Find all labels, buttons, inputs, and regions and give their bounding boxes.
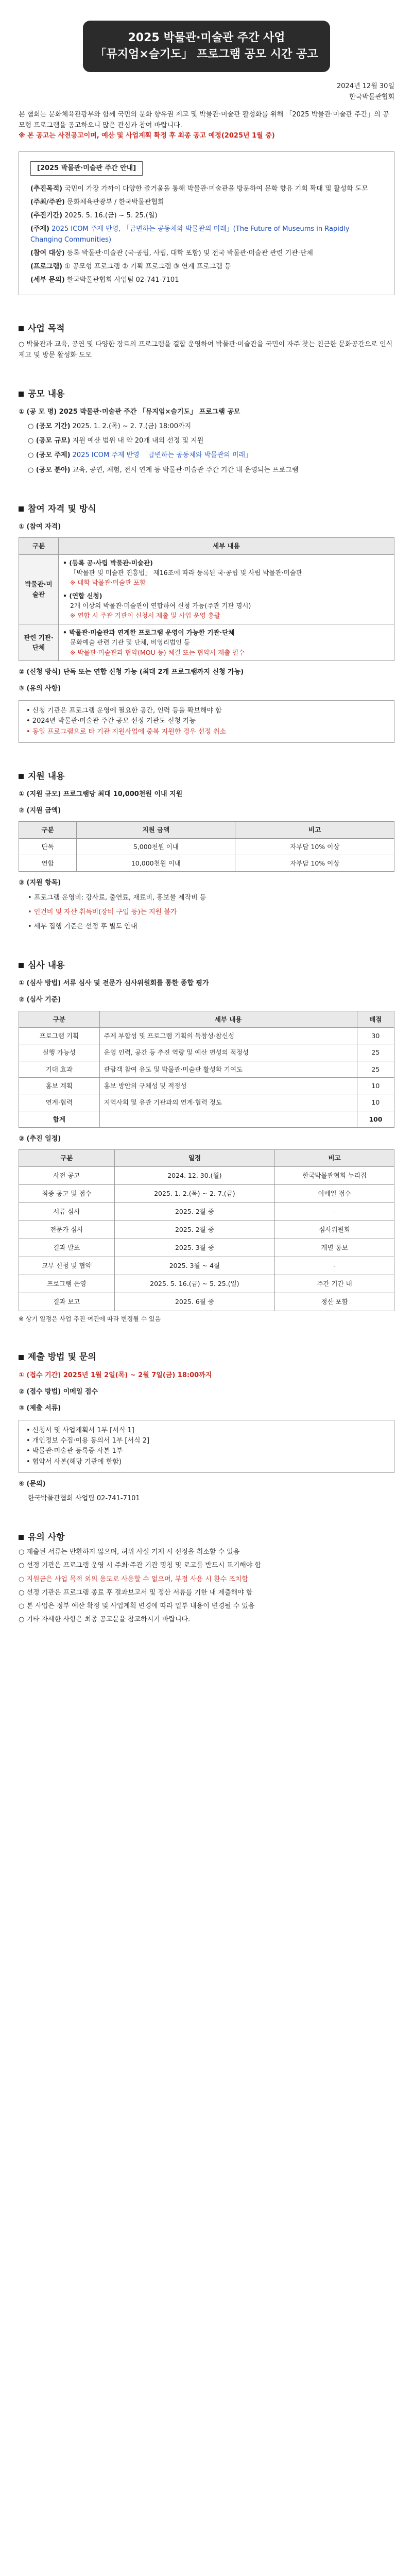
subheading: ③ (지원 항목) bbox=[19, 879, 61, 887]
list-item: • 프로그램 운영비: 강사료, 출연료, 재료비, 홍보물 제작비 등 bbox=[28, 893, 206, 902]
table-cell: 운영 인력, 공간 등 추진 역량 및 예산 편성의 적정성 bbox=[99, 1044, 357, 1061]
table-header: 구분 bbox=[19, 538, 59, 554]
table-cell: 주제 부합성 및 프로그램 기획의 독창성·참신성 bbox=[99, 1027, 357, 1044]
group-item: ※ 대학 박물관·미술관 포함 bbox=[70, 579, 146, 587]
table-row bbox=[19, 554, 394, 624]
table-header-row bbox=[19, 822, 394, 838]
overview-key: (주제) bbox=[30, 225, 49, 233]
documents-box bbox=[19, 1420, 394, 1473]
caution-item: ○ 본 사업은 정부 예산 확정 및 사업계획 변경에 따라 일부 내용이 변경될 수 있음 bbox=[19, 1602, 255, 1610]
table-cell: 최종 공고 및 접수 bbox=[19, 1184, 115, 1202]
overview-tag: [2025 박물관·미술관 주간 안내] bbox=[30, 161, 143, 176]
table-row bbox=[19, 1061, 394, 1077]
item-key: ○ (공모 기간) bbox=[28, 422, 71, 431]
table-row bbox=[19, 1184, 394, 1202]
table-cell: - bbox=[275, 1202, 394, 1221]
note-line: • 2024년 박물관·미술관 주간 공모 선정 기관도 신청 가능 bbox=[26, 717, 196, 725]
table-header: 일정 bbox=[114, 1150, 275, 1166]
doc-line: • 개인정보 수집·이용 동의서 1부 [서식 2] bbox=[26, 1437, 150, 1445]
table-row bbox=[19, 1202, 394, 1221]
table-header: 세부 내용 bbox=[99, 1011, 357, 1027]
table-cell: 5,000천원 이내 bbox=[77, 838, 235, 855]
subheading: ① (참여 자격) bbox=[19, 523, 61, 531]
table-row bbox=[19, 1027, 394, 1044]
overview-key: (참여 대상) bbox=[30, 249, 65, 257]
list-item bbox=[19, 450, 394, 461]
table-cell: 연합 bbox=[19, 855, 77, 872]
table-row bbox=[19, 1044, 394, 1061]
table-row bbox=[19, 624, 394, 660]
subheading: ③ (추진 일정) bbox=[19, 1135, 61, 1143]
section-heading: 지원 내용 bbox=[19, 770, 394, 783]
subheading: ① (심사 방법) 서류 심사 및 전문가 심사위원회를 통한 종합 평가 bbox=[19, 979, 209, 988]
table-row bbox=[19, 1166, 394, 1184]
schedule-table bbox=[19, 1149, 394, 1311]
subheading: ② (심사 기준) bbox=[19, 996, 61, 1004]
subheading: ① (공 모 명) 2025 박물관·미술관 주간 「뮤지엄×슬기도」 프로그램 공모 bbox=[19, 408, 240, 416]
table-cell: 기대 효과 bbox=[19, 1061, 100, 1077]
item-key: ○ (공모 규모) bbox=[28, 437, 71, 445]
overview-value: 등록 박물관·미술관 (국·공립, 사립, 대학 포함) 및 전국 박물관·미술관 관련 기관·단체 bbox=[66, 249, 313, 257]
table-row bbox=[19, 838, 394, 855]
table-header: 비고 bbox=[235, 822, 394, 838]
overview-key: (주최/주관) bbox=[30, 198, 65, 207]
table-cell: 합계 bbox=[19, 1111, 100, 1127]
table-cell: 10 bbox=[357, 1078, 394, 1094]
table-cell: 지역사회 및 유관 기관과의 연계·협력 정도 bbox=[99, 1094, 357, 1111]
qualification-table bbox=[19, 537, 394, 661]
table-cell bbox=[99, 1111, 357, 1127]
intro bbox=[19, 110, 394, 141]
subheading: ② (신청 방식) 단독 또는 연합 신청 가능 (최대 2개 프로그램까지 신청 가능) bbox=[19, 668, 244, 676]
overview-row bbox=[30, 248, 383, 259]
section-heading: 공모 내용 bbox=[19, 387, 394, 401]
table-header: 지원 금액 bbox=[77, 822, 235, 838]
table-row bbox=[19, 1257, 394, 1275]
overview-value: 2025. 5. 16.(금) ~ 5. 25.(일) bbox=[64, 212, 158, 220]
table-cell: 10 bbox=[357, 1094, 394, 1111]
table-cell: 2025. 2월 중 bbox=[114, 1202, 275, 1221]
doc-line: • 신청서 및 사업계획서 1부 [서식 1] bbox=[26, 1427, 134, 1435]
group-item: ※ 연합 시 주관 기관이 신청서 제출 및 사업 운영 총괄 bbox=[70, 612, 220, 620]
table-header-row bbox=[19, 538, 394, 554]
section-heading: 사업 목적 bbox=[19, 322, 394, 335]
subheading: ② (지원 금액) bbox=[19, 807, 61, 815]
subheading: ③ (유의 사항) bbox=[19, 685, 61, 693]
table-cell: 심사위원회 bbox=[275, 1221, 394, 1239]
table-cell bbox=[59, 554, 394, 624]
table-row bbox=[19, 1239, 394, 1257]
subheading: ① (지원 규모) 프로그램당 최대 10,000천원 이내 지원 bbox=[19, 790, 183, 799]
subheading: ② (접수 방법) 이메일 접수 bbox=[19, 1387, 98, 1396]
overview-box bbox=[19, 151, 394, 295]
notice-title bbox=[83, 21, 330, 72]
item-key: ○ (공모 분야) bbox=[28, 466, 71, 474]
table-header: 세부 내용 bbox=[59, 538, 394, 554]
intro-text: 본 협회는 문화체육관광부와 함께 국민의 문화 향유권 제고 및 박물관·미술관 활성화를 위해 「2025 박물관·미술관 주간」의 공모형 프로그램을 공고하오니 많은 관심과 참여 바랍니다. bbox=[19, 111, 389, 129]
table-cell: 자부담 10% 이상 bbox=[235, 855, 394, 872]
table-header: 배점 bbox=[357, 1011, 394, 1027]
caution-item: ○ 선정 기관은 프로그램 운영 시 주최·주관 기관 명칭 및 로고를 반드시 표기해야 함 bbox=[19, 1562, 262, 1570]
table-header-row bbox=[19, 1011, 394, 1027]
criteria-table bbox=[19, 1011, 394, 1128]
doc-line: • 박물관·미술관 등록증 사본 1부 bbox=[26, 1447, 123, 1455]
table-cell: 25 bbox=[357, 1061, 394, 1077]
table-cell: 개별 통보 bbox=[275, 1239, 394, 1257]
table-cell: 한국박물관협회 누리집 bbox=[275, 1166, 394, 1184]
table-cell: 2025. 3월 ~ 4월 bbox=[114, 1257, 275, 1275]
item-value: 교육, 공연, 체험, 전시 연계 등 박물관·미술관 주간 기간 내 운영되는 프로그램 bbox=[72, 466, 299, 474]
schedule-note: ※ 상기 일정은 사업 추진 여건에 따라 변경될 수 있음 bbox=[19, 1315, 161, 1323]
list-item bbox=[19, 436, 394, 446]
table-cell: - bbox=[275, 1257, 394, 1275]
overview-key: (추진목적) bbox=[30, 184, 63, 193]
table-row bbox=[19, 855, 394, 872]
list-item: • 세부 집행 기준은 선정 후 별도 안내 bbox=[28, 922, 137, 930]
table-cell: 정산 포함 bbox=[275, 1293, 394, 1311]
table-cell: 박물관·미술관 bbox=[19, 554, 59, 624]
table-header-row bbox=[19, 1150, 394, 1166]
overview-row bbox=[30, 224, 383, 245]
note-line: • 신청 기관은 프로그램 운영에 필요한 공간, 인력 등을 확보해야 함 bbox=[26, 707, 222, 715]
group-head: • (연합 신청) bbox=[63, 591, 102, 600]
table-cell: 2025. 3월 중 bbox=[114, 1239, 275, 1257]
group-head: • 박물관·미술관과 연계한 프로그램 운영이 가능한 기관·단체 bbox=[63, 628, 235, 636]
funding-table bbox=[19, 821, 394, 872]
notice-date: 2024년 12월 30일 bbox=[336, 82, 394, 90]
contact-line: 한국박물관협회 사업팀 02-741-7101 bbox=[28, 1494, 140, 1502]
group-item: 2개 이상의 박물관·미술관이 연합하여 신청 가능(주관 기관 명시) bbox=[70, 602, 251, 610]
table-header: 구분 bbox=[19, 822, 77, 838]
caution-item: ○ 제출된 서류는 반환하지 않으며, 허위 사실 기재 시 선정을 취소할 수 있음 bbox=[19, 1548, 240, 1556]
section-text: ○ 박물관과 교육, 공연 및 다양한 장르의 프로그램을 결합 운영하여 박물관·미술관을 국민이 자주 찾는 친근한 문화공간으로 인식 제고 및 방문 활성화 도모 bbox=[19, 341, 393, 359]
subheading: ① (접수 기간) 2025년 1월 2일(목) ~ 2월 7일(금) 18:00까지 bbox=[19, 1371, 212, 1379]
overview-value: 2025 ICOM 주제 반영, 「급변하는 공동체와 박물관의 미래」(The Future of Museums in Rapidly Changing Communities) bbox=[30, 225, 350, 244]
section-heading: 심사 내용 bbox=[19, 959, 394, 972]
overview-key: (프로그램) bbox=[30, 262, 63, 270]
overview-row bbox=[30, 197, 383, 208]
subheading: ④ (문의) bbox=[19, 1480, 46, 1488]
table-row bbox=[19, 1275, 394, 1293]
table-cell: 25 bbox=[357, 1044, 394, 1061]
table-cell: 2024. 12. 30.(월) bbox=[114, 1166, 275, 1184]
group-head: • (등록 공·사립 박물관·미술관) bbox=[63, 558, 153, 567]
doc-line: • 협약서 사본(해당 기관에 한함) bbox=[26, 1458, 122, 1466]
table-cell: 10,000천원 이내 bbox=[77, 855, 235, 872]
table-cell: 2025. 5. 16.(금) ~ 5. 25.(일) bbox=[114, 1275, 275, 1293]
item-value: 지원 예산 범위 내 약 20개 내외 선정 및 지원 bbox=[72, 437, 204, 445]
table-row bbox=[19, 1094, 394, 1111]
table-cell: 교부 신청 및 협약 bbox=[19, 1257, 115, 1275]
caution-item: ○ 기타 자세한 사항은 최종 공고문을 참고하시기 바랍니다. bbox=[19, 1616, 191, 1623]
table-cell: 실행 가능성 bbox=[19, 1044, 100, 1061]
table-cell bbox=[59, 624, 394, 660]
table-cell: 홍보 계획 bbox=[19, 1078, 100, 1094]
table-row bbox=[19, 1111, 394, 1127]
table-cell: 결과 발표 bbox=[19, 1239, 115, 1257]
table-cell: 2025. 6월 중 bbox=[114, 1293, 275, 1311]
item-value: 2025. 1. 2.(목) ~ 2. 7.(금) 18:00까지 bbox=[72, 422, 192, 431]
table-cell: 서류 심사 bbox=[19, 1202, 115, 1221]
group-item: 「박물관 및 미술관 진흥법」 제16조에 따라 등록된 국·공립 및 사립 박물관·미술관 bbox=[70, 568, 302, 577]
notice-meta bbox=[19, 81, 394, 103]
table-cell: 100 bbox=[357, 1111, 394, 1127]
item-key: ○ (공모 주제) bbox=[28, 451, 71, 460]
overview-row bbox=[30, 211, 383, 221]
group-item: ※ 박물관·미술관과 협약(MOU 등) 체결 또는 협약서 제출 필수 bbox=[70, 648, 245, 656]
table-header: 구분 bbox=[19, 1150, 115, 1166]
section-heading: 제출 방법 및 문의 bbox=[19, 1350, 394, 1364]
table-cell: 자부담 10% 이상 bbox=[235, 838, 394, 855]
table-cell: 이메일 접수 bbox=[275, 1184, 394, 1202]
table-cell: 관람객 참여 유도 및 박물관·미술관 활성화 기여도 bbox=[99, 1061, 357, 1077]
section-heading: 유의 사항 bbox=[19, 1531, 394, 1544]
notice-org: 한국박물관협회 bbox=[349, 93, 394, 101]
table-header: 비고 bbox=[275, 1150, 394, 1166]
list-item bbox=[19, 421, 394, 432]
overview-value: 문화체육관광부 / 한국박물관협회 bbox=[67, 198, 164, 207]
notice-page bbox=[0, 21, 413, 2576]
item-value: 2025 ICOM 주제 반영 「급변하는 공동체와 박물관의 미래」 bbox=[72, 451, 252, 460]
table-cell: 프로그램 기획 bbox=[19, 1027, 100, 1044]
table-row bbox=[19, 1078, 394, 1094]
title-line-1: 2025 박물관·미술관 주간 사업 bbox=[128, 31, 285, 44]
caution-item: ○ 지원금은 사업 목적 외의 용도로 사용할 수 없으며, 부정 사용 시 환수 조치함 bbox=[19, 1575, 248, 1583]
overview-row bbox=[30, 184, 383, 194]
overview-value: ① 공모형 프로그램 ② 기획 프로그램 ③ 연계 프로그램 등 bbox=[64, 262, 231, 270]
note-line: • 동일 프로그램으로 타 기관 지원사업에 중복 지원한 경우 선정 취소 bbox=[26, 727, 227, 736]
overview-row bbox=[30, 275, 383, 285]
notes-box bbox=[19, 700, 394, 742]
overview-key: (추진기간) bbox=[30, 212, 63, 220]
table-row bbox=[19, 1293, 394, 1311]
table-cell: 단독 bbox=[19, 838, 77, 855]
section-heading: 참여 자격 및 방식 bbox=[19, 502, 394, 516]
table-cell: 주간 기간 내 bbox=[275, 1275, 394, 1293]
overview-key: (세부 문의) bbox=[30, 276, 65, 284]
table-cell: 결과 보고 bbox=[19, 1293, 115, 1311]
table-cell: 연계·협력 bbox=[19, 1094, 100, 1111]
group-item: 문화예술 관련 기관 및 단체, 비영리법인 등 bbox=[70, 638, 191, 647]
table-cell: 2025. 2월 중 bbox=[114, 1221, 275, 1239]
overview-row bbox=[30, 262, 383, 272]
caution-item: ○ 선정 기관은 프로그램 종료 후 결과보고서 및 정산 서류를 기한 내 제출해야 함 bbox=[19, 1588, 253, 1597]
overview-value: 한국박물관협회 사업팀 02-741-7101 bbox=[66, 276, 179, 284]
table-cell: 사전 공고 bbox=[19, 1166, 115, 1184]
table-cell: 2025. 1. 2.(목) ~ 2. 7.(금) bbox=[114, 1184, 275, 1202]
table-row bbox=[19, 1221, 394, 1239]
list-item: • 인건비 및 자산 취득비(장비 구입 등)는 지원 불가 bbox=[28, 908, 177, 916]
table-cell: 전문가 심사 bbox=[19, 1221, 115, 1239]
table-cell: 관련 기관·단체 bbox=[19, 624, 59, 660]
list-item bbox=[19, 465, 394, 476]
table-cell: 프로그램 운영 bbox=[19, 1275, 115, 1293]
subheading: ③ (제출 서류) bbox=[19, 1404, 61, 1412]
table-header: 구분 bbox=[19, 1011, 100, 1027]
overview-value: 국민이 가장 가까이 다양한 즐거움을 통해 박물관·미술관을 방문하여 문화 향유 기회 확대 및 활성화 도모 bbox=[64, 184, 368, 193]
table-cell: 홍보 방안의 구체성 및 적정성 bbox=[99, 1078, 357, 1094]
intro-warning: ※ 본 공고는 사전공고이며, 예산 및 사업계획 확정 후 최종 공고 예정(2025년 1월 중) bbox=[19, 131, 275, 140]
title-line-2: 「뮤지엄×슬기도」 프로그램 공모 시간 공고 bbox=[95, 47, 318, 61]
table-cell: 30 bbox=[357, 1027, 394, 1044]
